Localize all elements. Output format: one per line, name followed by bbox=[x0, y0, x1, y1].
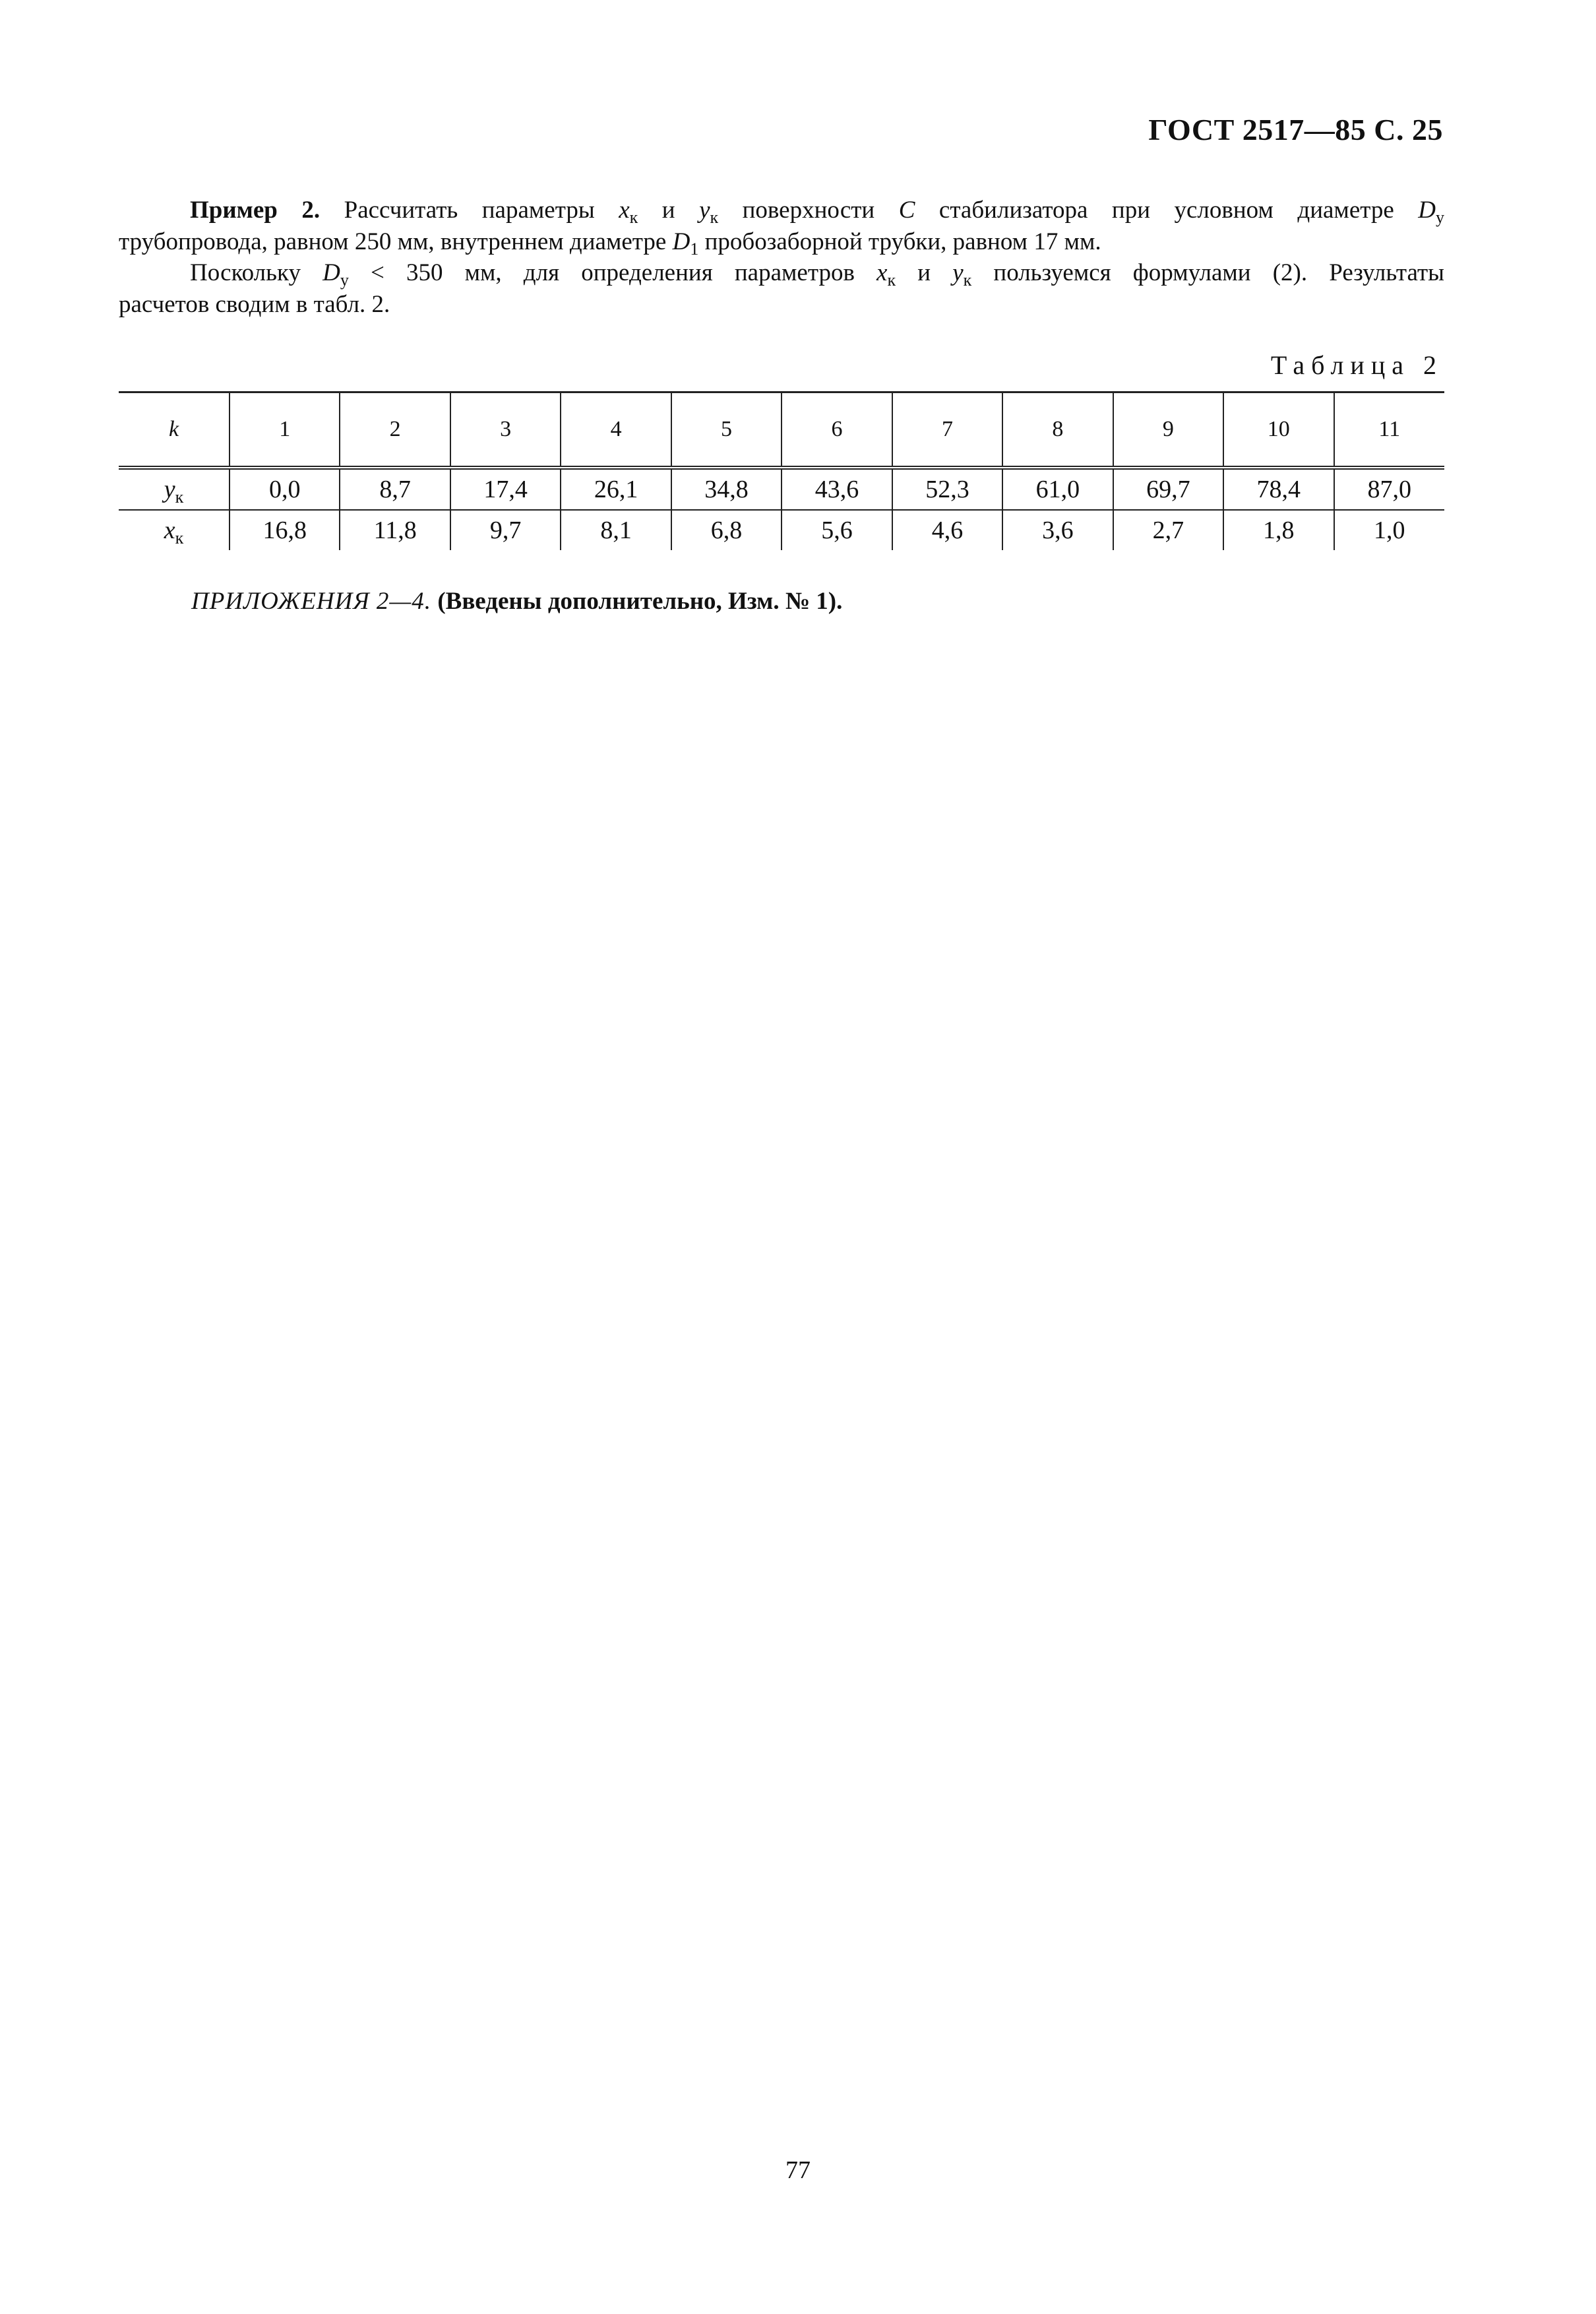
y-value-cell: 52,3 bbox=[892, 468, 1002, 510]
x-value-cell: 1,0 bbox=[1334, 510, 1444, 550]
k-column-header: 7 bbox=[892, 392, 1002, 468]
y-symbol: y bbox=[952, 259, 964, 286]
x-label-cell bbox=[119, 510, 230, 550]
y-value-cell: 26,1 bbox=[561, 468, 671, 510]
y-value-cell: 69,7 bbox=[1113, 468, 1223, 510]
k-symbol: k bbox=[168, 417, 179, 441]
table-header-row bbox=[119, 392, 1444, 468]
example-text: трубопровода, равном 250 мм, внутреннем диаметре bbox=[119, 228, 673, 255]
x-symbol: x bbox=[619, 197, 630, 224]
x-value-cell: 16,8 bbox=[230, 510, 340, 550]
k-column-header: 6 bbox=[782, 392, 892, 468]
y-value-cell: 8,7 bbox=[340, 468, 450, 510]
k-column-header: 10 bbox=[1223, 392, 1334, 468]
page-number: 77 bbox=[785, 2156, 811, 2184]
d1-subscript: 1 bbox=[690, 239, 699, 259]
k-header-cell bbox=[119, 392, 230, 468]
example-text: Рассчитать параметры bbox=[320, 197, 619, 224]
k-subscript: к bbox=[963, 270, 972, 290]
example-text: поверхности bbox=[718, 197, 899, 224]
k-subscript: к bbox=[887, 270, 896, 290]
example-text: пробозаборной трубки, равном 17 мм. bbox=[698, 228, 1101, 255]
calculation-text: < 350 мм, для определения параметров bbox=[348, 259, 877, 286]
d-symbol: D bbox=[1418, 197, 1436, 224]
conjunction: и bbox=[896, 259, 953, 286]
calculation-text: пользуемся формулами (2). Результаты bbox=[971, 259, 1444, 286]
x-value-cell: 5,6 bbox=[782, 510, 892, 550]
x-value-cell: 8,1 bbox=[561, 510, 671, 550]
k-subscript: к bbox=[629, 208, 638, 227]
y-value-cell: 61,0 bbox=[1002, 468, 1113, 510]
d-symbol: D bbox=[672, 228, 691, 255]
example-text: стабилизатора при условном диаметре bbox=[915, 197, 1419, 224]
k-column-header: 9 bbox=[1113, 392, 1223, 468]
c-symbol: С bbox=[898, 197, 915, 224]
x-value-cell: 3,6 bbox=[1002, 510, 1113, 550]
appendix-note bbox=[191, 587, 842, 615]
table-caption: Таблица 2 bbox=[1270, 350, 1443, 380]
dy-subscript: у bbox=[1436, 208, 1445, 227]
results-table bbox=[119, 391, 1444, 550]
calculation-paragraph bbox=[119, 257, 1444, 321]
dy-subscript: у bbox=[340, 270, 349, 290]
k-column-header: 5 bbox=[671, 392, 782, 468]
x-symbol: x bbox=[164, 516, 175, 544]
appendix-amendment: (Введены дополнительно, Изм. № 1). bbox=[437, 588, 843, 615]
conjunction: и bbox=[638, 197, 700, 224]
y-label-cell bbox=[119, 468, 230, 510]
x-value-cell: 11,8 bbox=[340, 510, 450, 550]
document-header: ГОСТ 2517—85 С. 25 bbox=[1148, 113, 1443, 146]
x-value-cell: 6,8 bbox=[671, 510, 782, 550]
y-value-cell: 43,6 bbox=[782, 468, 892, 510]
k-column-header: 11 bbox=[1334, 392, 1444, 468]
calculation-text: Поскольку bbox=[190, 259, 323, 286]
x-value-cell: 9,7 bbox=[450, 510, 561, 550]
table-row-x bbox=[119, 510, 1444, 550]
x-value-cell: 4,6 bbox=[892, 510, 1002, 550]
k-column-header: 4 bbox=[561, 392, 671, 468]
x-value-cell: 1,8 bbox=[1223, 510, 1334, 550]
example-label: Пример 2. bbox=[190, 197, 321, 224]
k-subscript: к bbox=[710, 208, 719, 227]
k-column-header: 1 bbox=[230, 392, 340, 468]
y-value-cell: 17,4 bbox=[450, 468, 561, 510]
k-column-header: 8 bbox=[1002, 392, 1113, 468]
calculation-text: расчетов сводим в табл. 2. bbox=[119, 291, 390, 318]
k-subscript: к bbox=[175, 528, 184, 547]
y-value-cell: 34,8 bbox=[671, 468, 782, 510]
y-symbol: y bbox=[699, 197, 710, 224]
d-symbol: D bbox=[322, 259, 340, 286]
y-value-cell: 78,4 bbox=[1223, 468, 1334, 510]
k-column-header: 3 bbox=[450, 392, 561, 468]
k-column-header: 2 bbox=[340, 392, 450, 468]
x-value-cell: 2,7 bbox=[1113, 510, 1223, 550]
y-symbol: y bbox=[164, 476, 175, 503]
table-row-y bbox=[119, 468, 1444, 510]
k-subscript: к bbox=[175, 487, 184, 507]
example-paragraph bbox=[119, 195, 1444, 258]
y-value-cell: 0,0 bbox=[230, 468, 340, 510]
y-value-cell: 87,0 bbox=[1334, 468, 1444, 510]
x-symbol: x bbox=[876, 259, 888, 286]
appendix-label: ПРИЛОЖЕНИЯ 2—4. bbox=[191, 588, 432, 615]
